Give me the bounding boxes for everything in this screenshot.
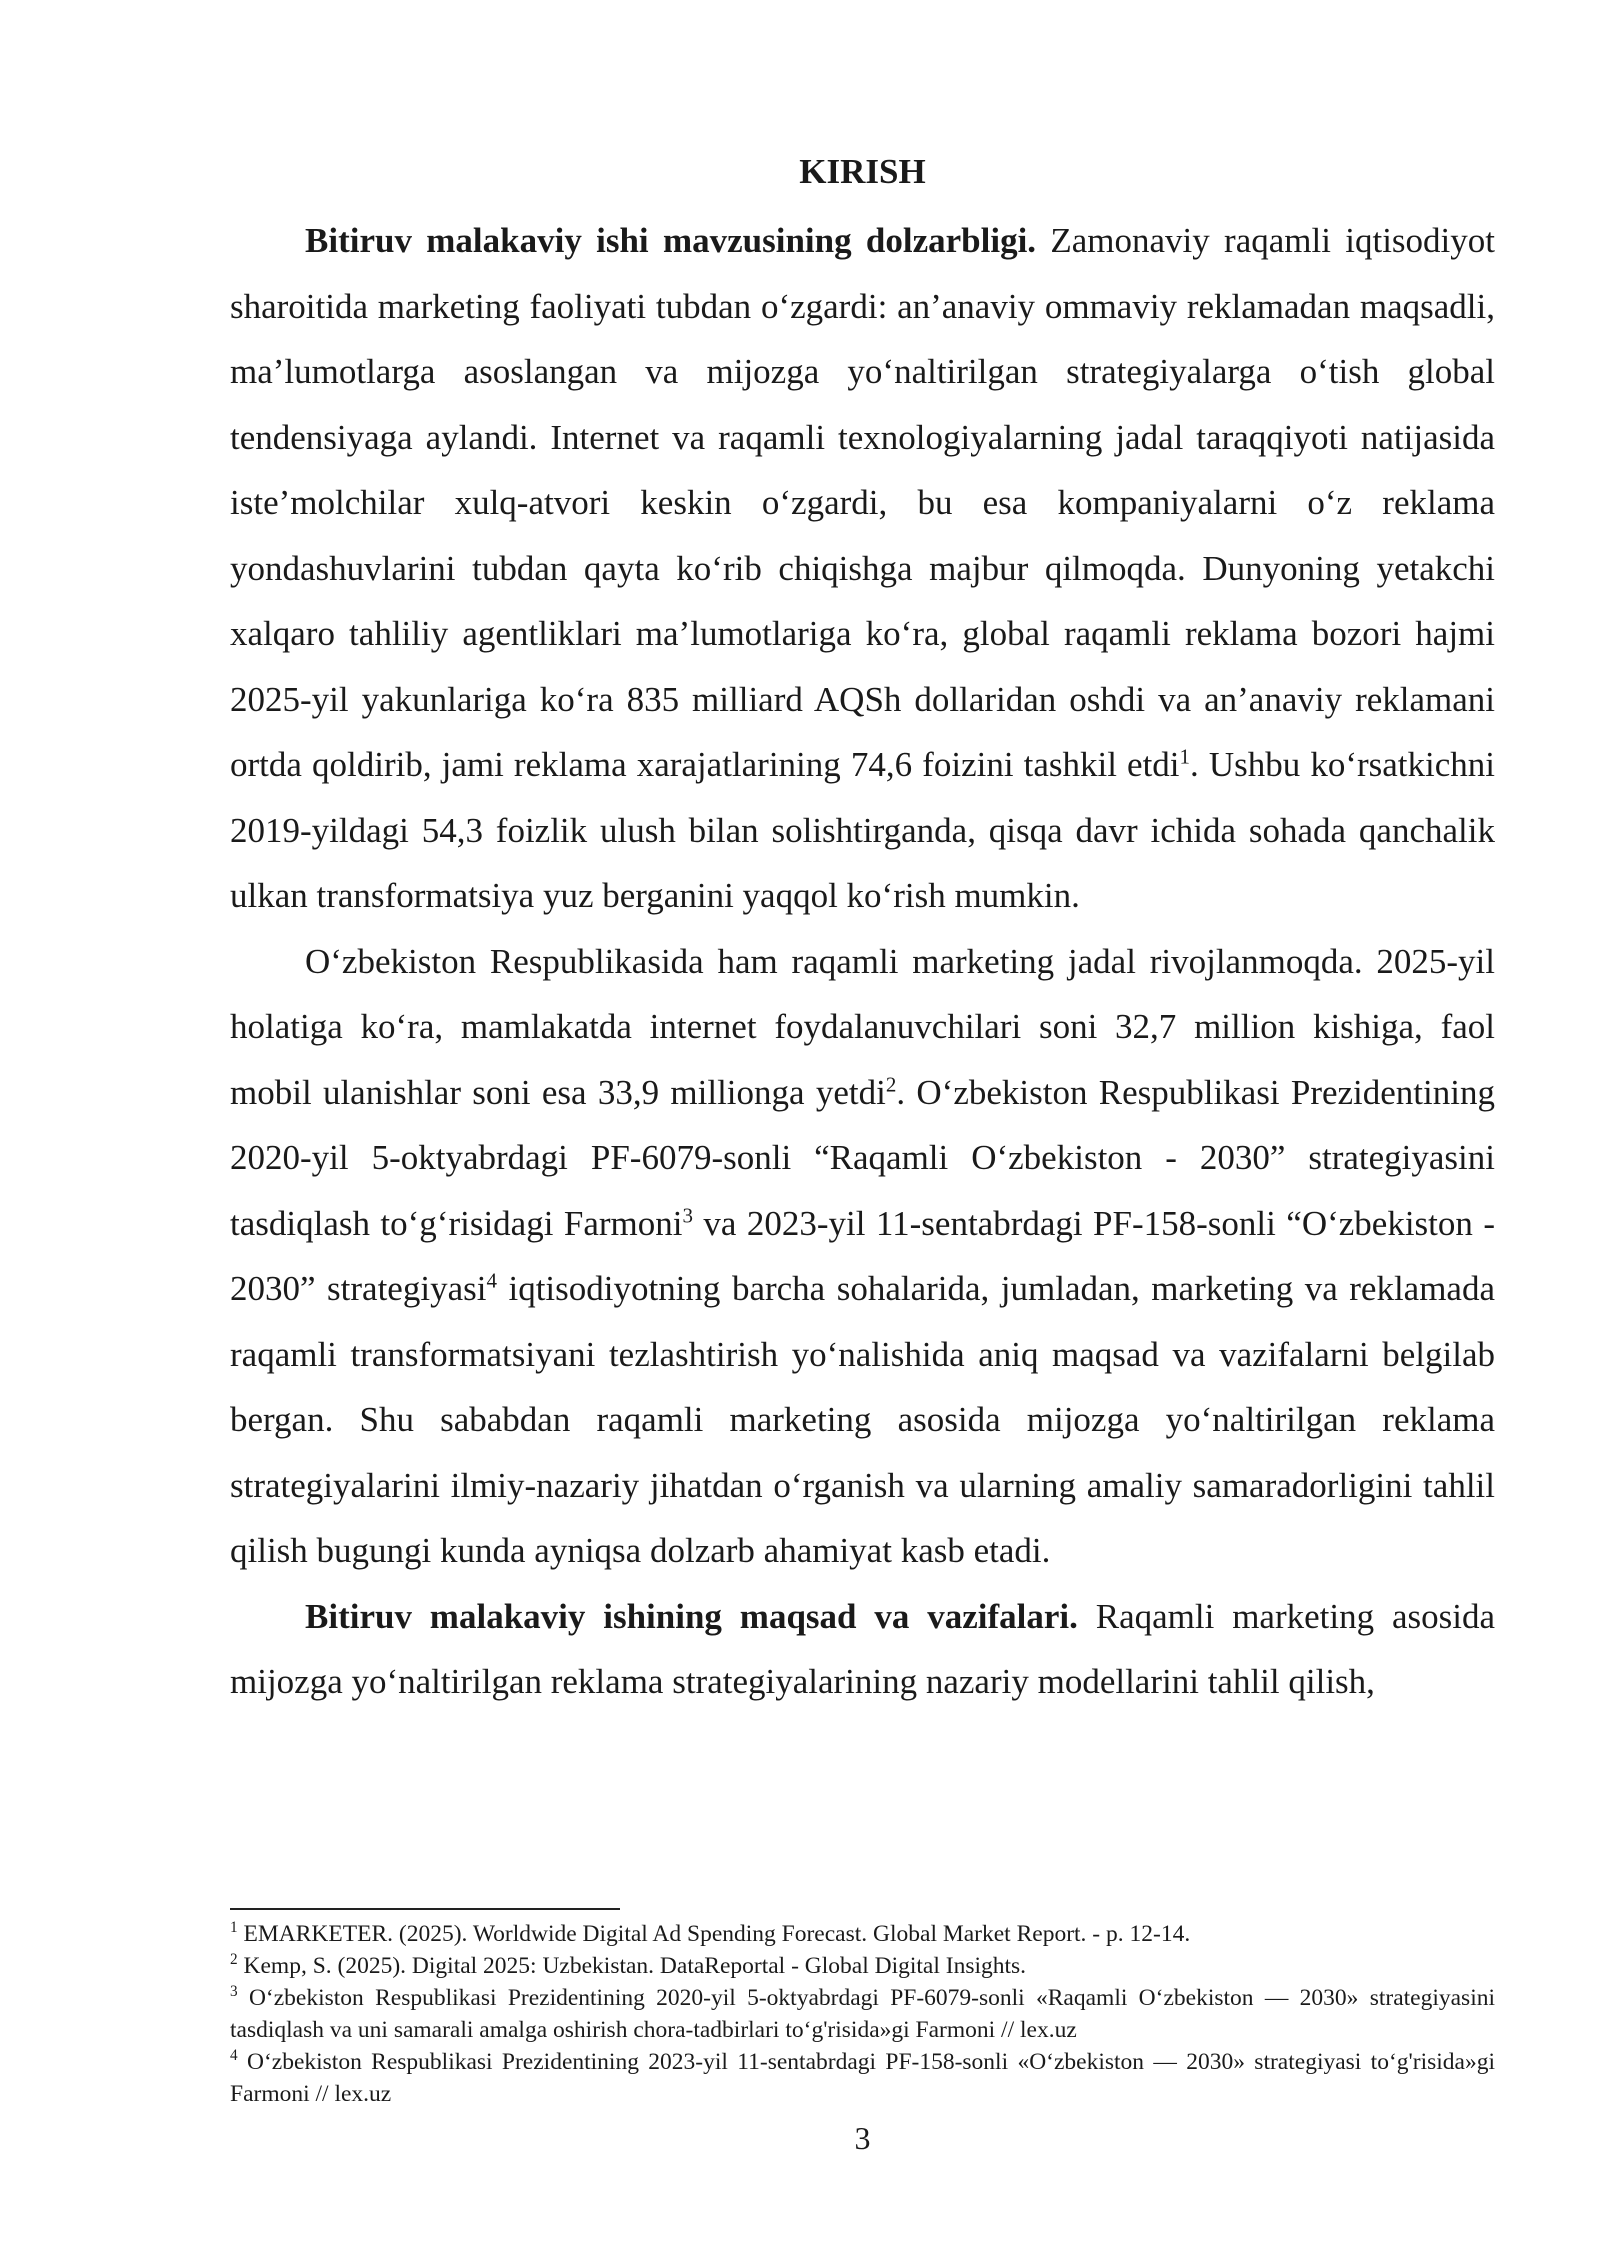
footnote-number: 4 <box>230 2047 238 2065</box>
footnote-3 <box>230 1982 1495 2046</box>
paragraph-uzbekistan <box>230 929 1495 1584</box>
body-text <box>230 208 1495 1715</box>
paragraph-text: iqtisodiyotning barcha sohalarida, jumladan, marketing va reklamada raqamli transformatsiyani tezlashtirish yo‘nalishida aniq maqsad va vazifalarni belgilab bergan. Shu sababdan raqamli marketing asosida mijozga yo‘naltirilgan reklama strategiyalarini ilmiy-nazariy jihatdan o‘rganish va ularning amaliy samaradorligini tahlil qilish bugungi kunda ayniqsa dolzarb ahamiyat kasb etadi. <box>230 1269 1496 1570</box>
paragraph-text: Raqamli marketing asosida mijozga yo‘naltirilgan reklama strategiyalarining nazariy modellarini tahlil qilish, <box>230 1596 1495 1701</box>
page-number: 3 <box>854 2120 871 2156</box>
footnote-text: O‘zbekiston Respublikasi Prezidentining 2020-yil 5-oktyabrdagi PF-6079-sonli «Raqamli O‘zbekiston — 2030» strategiyasini tasdiqlash va uni samarali amalga oshirish chora-tadbirlari to‘g'risida»gi Farmoni // lex.uz <box>230 1985 1495 2043</box>
footnote-text: O‘zbekiston Respublikasi Prezidentining 2023-yil 11-sentabrdagi PF-158-sonli «O‘zbekiston — 2030» strategiyasi to‘g'risida»gi Farmoni // lex.uz <box>230 2049 1495 2107</box>
footnote-number: 1 <box>230 1919 238 1937</box>
section-heading: KIRISH <box>799 152 926 191</box>
paragraph-lead-relevance: Bitiruv malakaviy ishi mavzusining dolzarbligi. <box>305 221 1037 260</box>
paragraph-text: O‘zbekiston Respublikasida ham raqamli marketing jadal rivojlanmoqda. 2025-yil holatiga ko‘ra, mamlakatda internet foydalanuvchilari soni 32,7 million kishiga, faol mobil ulanishlar soni esa 33,9 millionga yetdi <box>230 941 1495 1112</box>
footnote-ref-1: 1 <box>1179 744 1191 769</box>
footnote-1 <box>230 1918 1495 1950</box>
footnote-ref-3: 3 <box>682 1202 693 1227</box>
footnote-number: 2 <box>230 1951 238 1969</box>
footnotes <box>230 1918 1495 2110</box>
footnote-2 <box>230 1950 1495 1982</box>
footnote-ref-2: 2 <box>885 1071 897 1096</box>
footnote-text: Kemp, S. (2025). Digital 2025: Uzbekistan. DataReportal - Global Digital Insights. <box>237 1953 1027 1979</box>
paragraph-text: . Ushbu ko‘rsatkichni 2019-yildagi 54,3 foizlik ulush bilan solishtirganda, qisqa davr ichida sohada qanchalik ulkan transformatsiya yuz berganini yaqqol ko‘rish mumkin. <box>230 745 1495 915</box>
paragraph-lead-goals: Bitiruv malakaviy ishining maqsad va vazifalari. <box>305 1596 1078 1636</box>
paragraph-text: Zamonaviy raqamli iqtisodiyot sharoitida marketing faoliyati tubdan o‘zgardi: an’anaviy ommaviy reklamadan maqsadli, ma’lumotlarga asoslangan va mijozga yo‘naltirilgan strategiyalarga o‘tish global tendensiyaga aylandi. Internet va raqamli texnologiyalarning jadal taraqqiyoti natijasida iste’molchilar xulq-atvori keskin o‘zgardi, bu esa kompaniyalarni o‘z reklama yondashuvlarini tubdan qayta ko‘rib chiqishga majbur qilmoqda. Dunyoning yetakchi xalqaro tahliliy agentliklari ma’lumotlariga ko‘ra, global raqamli reklama bozori hajmi 2025-yil yakunlariga ko‘ra 835 milliard AQSh dollaridan oshdi va an’anaviy reklamani ortda qoldirib, jami reklama xarajatlarining 74,6 foizini tashkil etdi <box>230 221 1495 784</box>
footnote-text: EMARKETER. (2025). Worldwide Digital Ad Spending Forecast. Global Market Report. - p. 12-14. <box>237 1921 1191 1947</box>
footnote-ref-4: 4 <box>486 1268 497 1293</box>
paragraph-goals <box>230 1584 1495 1715</box>
paragraph-relevance <box>230 208 1495 929</box>
footnote-4 <box>230 2046 1495 2110</box>
paragraph-text: . O‘zbekiston Respublikasi Prezidentining 2020-yil 5-oktyabrdagi PF-6079-sonli “Raqamli O‘zbekiston - 2030” strategiyasini tasdiqlash to‘g‘risidagi Farmoni <box>230 1072 1495 1243</box>
footnote-number: 3 <box>230 1983 238 2001</box>
footnote-separator <box>230 1908 620 1910</box>
paragraph-text: va 2023-yil 11-sentabrdagi PF-158-sonli “O‘zbekiston - 2030” strategiyasi <box>230 1203 1495 1308</box>
